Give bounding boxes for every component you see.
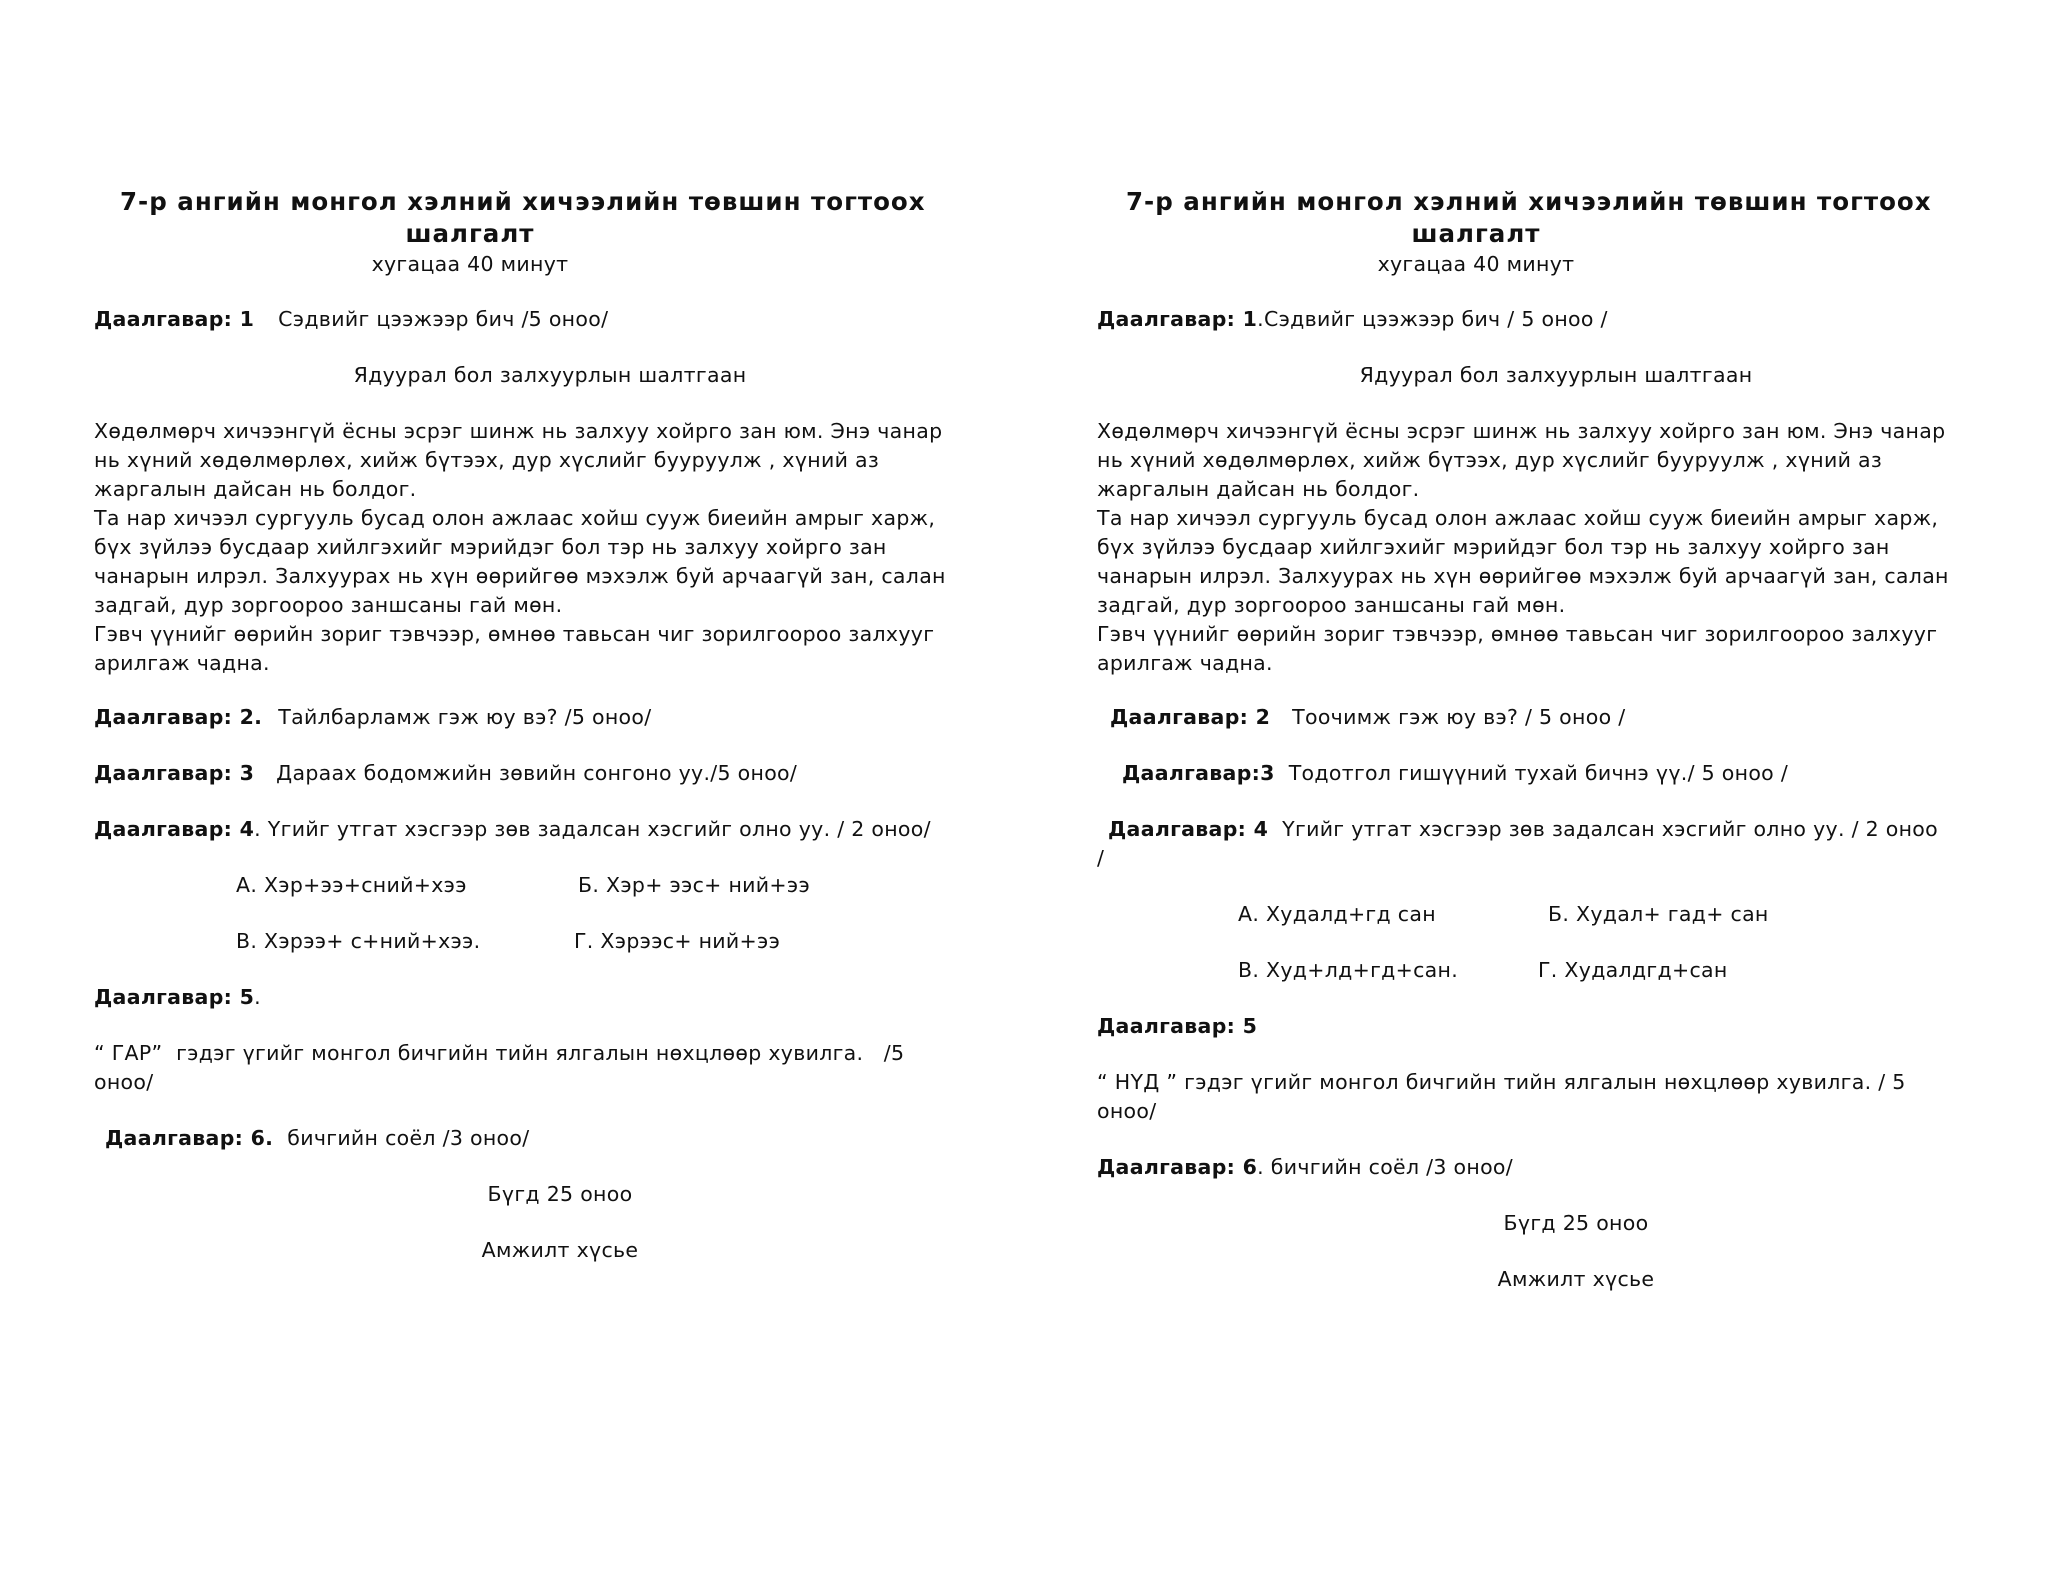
task1 <box>1097 305 1608 334</box>
task4 <box>94 815 931 844</box>
exam-duration: хугацаа 40 минут <box>1377 252 1575 276</box>
task3 <box>1122 759 1788 788</box>
task5-line2: оноо/ <box>1097 1099 1157 1123</box>
task4 <box>1108 815 1938 844</box>
task5-line1: “ НҮД ” гэдэг үгийг монгол бичгийн тийн ялгалын нөхцлөөр хувилга. / 5 <box>1097 1070 1906 1094</box>
task2-text: Тайлбарламж гэж юу вэ? /5 оноо/ <box>278 705 652 729</box>
task3-label: Даалгавар: 3 <box>94 761 255 785</box>
option-a: А. Худалд+гд сан <box>1238 902 1436 926</box>
exam-title-line2: шалгалт <box>405 219 535 248</box>
task5-label: Даалгавар: 5 <box>1097 1014 1258 1038</box>
option-c: В. Хэрээ+ с+ний+хээ. <box>236 929 481 953</box>
task4-text: . Үгийг утгат хэсгээр зөв задалсан хэсгийг олно уу. / 2 оноо/ <box>254 817 931 841</box>
option-d: Г. Хэрээс+ ний+ээ <box>574 929 781 953</box>
task2 <box>94 703 651 732</box>
exam-title-line2: шалгалт <box>1411 219 1541 248</box>
task3-label: Даалгавар:3 <box>1122 761 1275 785</box>
option-b: Б. Хэр+ ээс+ ний+ээ <box>578 873 810 897</box>
task3-text: Тодотгол гишүүний тухай бичнэ үү./ 5 оноо / <box>1288 761 1789 785</box>
option-b: Б. Худал+ гад+ сан <box>1548 902 1769 926</box>
task6-label: Даалгавар: 6. <box>105 1126 274 1150</box>
good-luck: Амжилт хүсье <box>1497 1267 1655 1291</box>
task6-text: бичгийн соёл /3 оноо/ <box>287 1126 530 1150</box>
total-points: Бүгд 25 оноо <box>487 1182 633 1206</box>
task3-text: Дараах бодомжийн зөвийн сонгоно уу./5 оноо/ <box>276 761 798 785</box>
total-points: Бүгд 25 оноо <box>1503 1211 1649 1235</box>
task3 <box>94 759 797 788</box>
passage-line: чанарын илрэл. Залхуурах нь хүн өөрийгөө мэхэлж буй арчаагүй зан, салан <box>94 564 946 588</box>
passage-line: арилгаж чадна. <box>94 651 270 675</box>
task6 <box>1097 1153 1513 1182</box>
task6-label: Даалгавар: 6 <box>1097 1155 1258 1179</box>
passage-line: чанарын илрэл. Залхуурах нь хүн өөрийгөө мэхэлж буй арчаагүй зан, салан <box>1097 564 1949 588</box>
task6 <box>105 1124 529 1153</box>
essay-title: Ядуурал бол залхуурлын шалтгаан <box>353 363 747 387</box>
exam-duration: хугацаа 40 минут <box>371 252 569 276</box>
passage-line: жаргалын дайсан нь болдог. <box>1097 477 1420 501</box>
task5-line2: оноо/ <box>94 1070 154 1094</box>
task2 <box>1110 703 1625 732</box>
task1-label: Даалгавар: 1 <box>1097 307 1258 331</box>
passage-line: жаргалын дайсан нь болдог. <box>94 477 417 501</box>
passage <box>94 417 946 678</box>
task4-label: Даалгавар: 4 <box>1108 817 1269 841</box>
exam-title-line1: 7-р ангийн монгол хэлний хичээлийн төвшин тогтоох <box>1126 187 1932 216</box>
task1 <box>94 305 608 334</box>
good-luck: Амжилт хүсье <box>481 1238 639 1262</box>
task4-label: Даалгавар: 4 <box>94 817 255 841</box>
task5-dot: . <box>254 985 261 1009</box>
option-d: Г. Худалдгд+сан <box>1538 958 1728 982</box>
essay-title: Ядуурал бол залхуурлын шалтгаан <box>1359 363 1753 387</box>
task2-text: Тоочимж гэж юу вэ? / 5 оноо / <box>1292 705 1626 729</box>
option-a: А. Хэр+ээ+сний+хээ <box>236 873 467 897</box>
passage-line: задгай, дур зоргоороо заншсаны гай мөн. <box>1097 593 1566 617</box>
passage-line: арилгаж чадна. <box>1097 651 1273 675</box>
passage-line: Гэвч үүнийг өөрийн зориг тэвчээр, өмнөө тавьсан чиг зорилгоороо залхууг <box>1097 622 1938 646</box>
passage-line: Хөдөлмөрч хичээнгүй ёсны эсрэг шинж нь залхуу хойрго зан юм. Энэ чанар <box>1097 419 1946 443</box>
task2-label: Даалгавар: 2 <box>1110 705 1271 729</box>
passage-line: нь хүний хөдөлмөрлөх, хийж бүтээх, дур хүслийг бууруулж , хүний аз <box>1097 448 1883 472</box>
task4-cont: / <box>1097 846 1105 870</box>
passage-line: нь хүний хөдөлмөрлөх, хийж бүтээх, дур хүслийг бууруулж , хүний аз <box>94 448 880 472</box>
passage-line: бүх зүйлээ бусдаар хийлгэхийг мэрийдэг бол тэр нь залхуу хойрго зан <box>94 535 887 559</box>
passage-line: Та нар хичээл сургууль бусад олон ажлаас хойш сууж биеийн амрыг харж, <box>94 506 936 530</box>
task5-label: Даалгавар: 5 <box>94 985 255 1009</box>
option-c: В. Худ+лд+гд+сан. <box>1238 958 1459 982</box>
passage-line: Та нар хичээл сургууль бусад олон ажлаас хойш сууж биеийн амрыг харж, <box>1097 506 1939 530</box>
task4-text: Үгийг утгат хэсгээр зөв задалсан хэсгийг олно уу. / 2 оноо <box>1282 817 1938 841</box>
task1-label: Даалгавар: 1 <box>94 307 255 331</box>
exam-title-line1: 7-р ангийн монгол хэлний хичээлийн төвшин тогтоох <box>120 187 926 216</box>
task2-label: Даалгавар: 2. <box>94 705 263 729</box>
passage-line: Гэвч үүнийг өөрийн зориг тэвчээр, өмнөө тавьсан чиг зорилгоороо залхууг <box>94 622 935 646</box>
task5-line1: “ ГАР” гэдэг үгийг монгол бичгийн тийн ялгалын нөхцлөөр хувилга. /5 <box>94 1041 905 1065</box>
task5 <box>94 983 261 1012</box>
passage-line: задгай, дур зоргоороо заншсаны гай мөн. <box>94 593 563 617</box>
right-exam-page <box>1024 0 2048 1582</box>
task6-text: . бичгийн соёл /3 оноо/ <box>1257 1155 1513 1179</box>
passage-line: бүх зүйлээ бусдаар хийлгэхийг мэрийдэг бол тэр нь залхуу хойрго зан <box>1097 535 1890 559</box>
task1-text: .Сэдвийг цээжээр бич / 5 оноо / <box>1257 307 1608 331</box>
passage <box>1097 417 1949 678</box>
passage-line: Хөдөлмөрч хичээнгүй ёсны эсрэг шинж нь залхуу хойрго зан юм. Энэ чанар <box>94 419 943 443</box>
task1-text: Сэдвийг цээжээр бич /5 оноо/ <box>278 307 609 331</box>
